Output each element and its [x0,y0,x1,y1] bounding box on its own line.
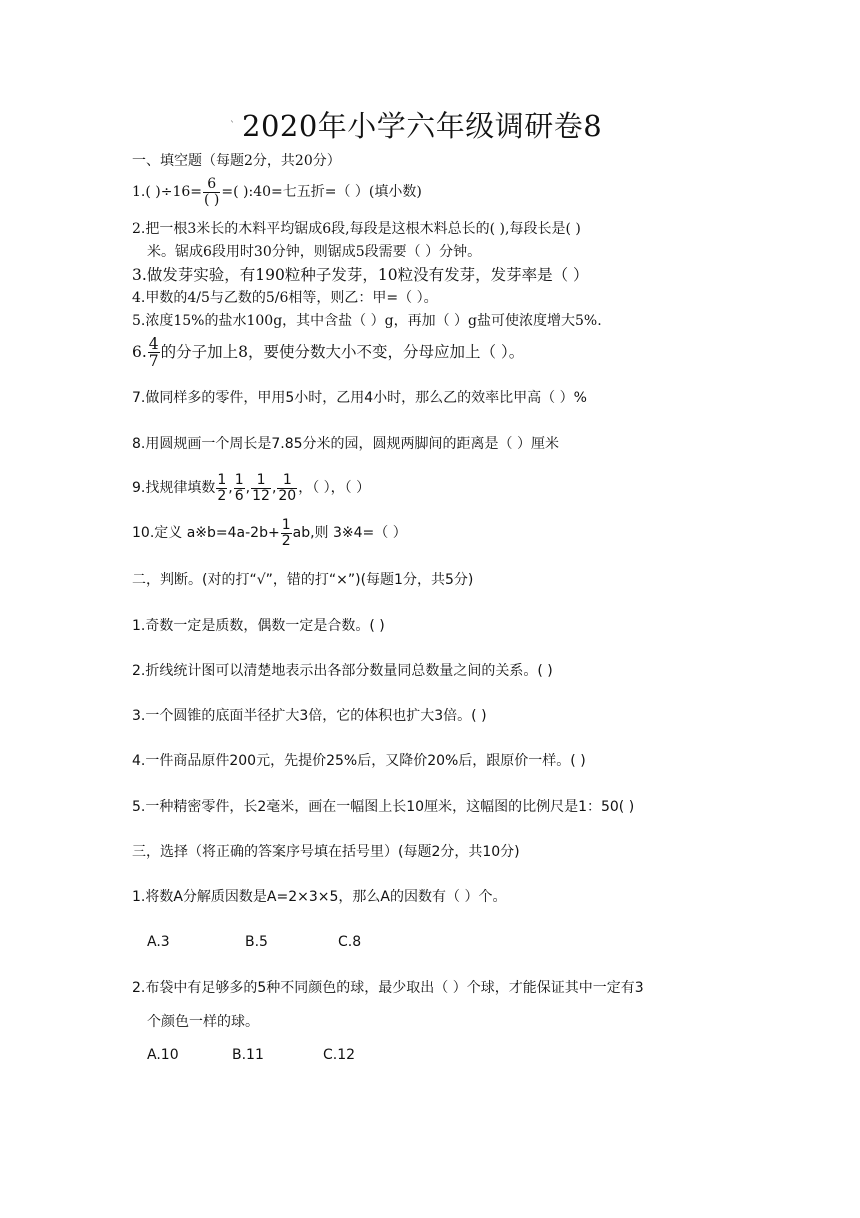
fill-q1-numerator: 6 [203,177,220,193]
fill-q9-fraction-4 [277,473,297,503]
fill-q1-fraction [203,177,220,207]
fill-q9-pre: 9.找规律填数 [132,480,216,497]
fill-q9-post: ，（ ），（ ） [298,480,371,497]
fill-q1-denominator: ( ) [204,191,220,208]
fill-q10-fraction [281,518,292,548]
fill-q6-pre: 6. [132,342,147,361]
fill-q9-sep-3: , [271,480,277,497]
choice-q2-line2: 个颜色一样的球。 [147,1014,259,1030]
judge-q5: 5.一种精密零件，长2毫米，画在一幅图上长10厘米，这幅图的比例尺是1：50( ) [132,799,635,815]
choice-q2-line1: 2.布袋中有足够多的5种不同颜色的球，最少取出（ ）个球，才能保证其中一定有3 [132,980,644,996]
fill-q7: 7.做同样多的零件，甲用5小时，乙用4小时，那么乙的效率比甲高（ ）% [132,390,587,406]
fill-q9-fraction-2 [234,473,245,503]
choice-q1-option-c: C.8 [338,934,362,950]
fill-q9-f4-num: 1 [277,473,297,489]
judge-q2: 2.折线统计图可以清楚地表示出各部分数量同总数量之间的关系。( ) [132,663,553,679]
fill-q9-f2-num: 1 [234,472,244,488]
fill-q9-f3-den: 12 [252,487,270,504]
fill-q9 [132,473,370,503]
fill-q6-post: 的分子加上8，要使分数大小不变，分母应加上（ ）。 [160,342,525,361]
judge-q1: 1.奇数一定是质数，偶数一定是合数。( ) [132,618,385,634]
fill-q8: 8.用圆规画一个周长是7.85分米的园，圆规两脚间的距离是（ ）厘米 [132,436,559,452]
fill-q1-text-a: 1.( )÷16= [132,184,203,201]
choice-q2-option-c: C.12 [323,1047,356,1063]
fill-q5: 5.浓度15%的盐水100g，其中含盐（ ）g，再加（ ）g盐可使浓度增大5%. [132,313,602,329]
fill-q6-numerator: 4 [148,335,159,353]
fill-q9-sep-1: , [228,480,233,497]
fill-q9-f1-num: 1 [217,472,227,488]
judge-q3: 3.一个圆锥的底面半径扩大3倍，它的体积也扩大3倍。( ) [132,708,487,724]
fill-q10-pre: 10.定义 a※b=4a-2b+ [132,525,280,542]
fill-q9-f2-den: 6 [234,487,244,504]
fill-q6-fraction [148,336,160,370]
fill-q2-line2: 米。锯成6段用时30分钟，则锯成5段需要（ ）分钟。 [147,244,482,260]
fill-q1 [132,177,422,207]
fill-q3: 3.做发芽实验，有190粒种子发芽，10粒没有发芽，发芽率是（ ） [132,266,589,284]
choice-q1-stem: 1.将数A分解质因数是A=2×3×5，那么A的因数有（ ）个。 [132,889,507,905]
fill-q10-post: ab,则 3※4=（ ） [292,525,407,542]
section-2-heading: 二，判断。(对的打“√”，错的打“×”)(每题1分，共5分) [132,572,474,588]
fill-q6-denominator: 7 [148,352,159,371]
choice-q2-option-a: A.10 [147,1047,179,1063]
fill-q9-f1-den: 2 [217,487,227,504]
fill-q9-fraction-3 [251,473,271,503]
fill-q9-sep-2: , [245,480,251,497]
fill-q10-numerator: 1 [281,517,291,533]
fill-q9-f4-den: 20 [278,487,297,504]
fill-q6 [132,336,524,370]
choice-q1-option-a: A.3 [147,934,170,950]
judge-q4: 4.一件商品原件200元，先提价25%后，又降价20%后，跟原价一样。( ) [132,753,586,769]
section-1-heading: 一、填空题（每题2分，共20分） [132,153,341,169]
fill-q4: 4.甲数的4/5与乙数的5/6相等，则乙：甲=（ ）。 [132,290,438,306]
fill-q10-denominator: 2 [281,532,291,549]
fill-q9-f3-num: 1 [251,473,271,489]
fill-q2-line1: 2.把一根3米长的木料平均锯成6段,每段是这根木料总长的( ),每段长是( ) [132,221,581,237]
title-tick-mark: ` [230,121,235,132]
choice-q1-option-b: B.5 [245,934,268,950]
fill-q9-fraction-1 [216,473,227,503]
choice-q2-option-b: B.11 [232,1047,264,1063]
section-3-heading: 三，选择（将正确的答案序号填在括号里）(每题2分，共10分) [132,844,520,860]
fill-q10 [132,518,407,548]
page-title: 2020年小学六年级调研卷8 [242,109,603,143]
fill-q1-text-b: =( ):40=七五折=（ ）(填小数) [221,184,422,201]
